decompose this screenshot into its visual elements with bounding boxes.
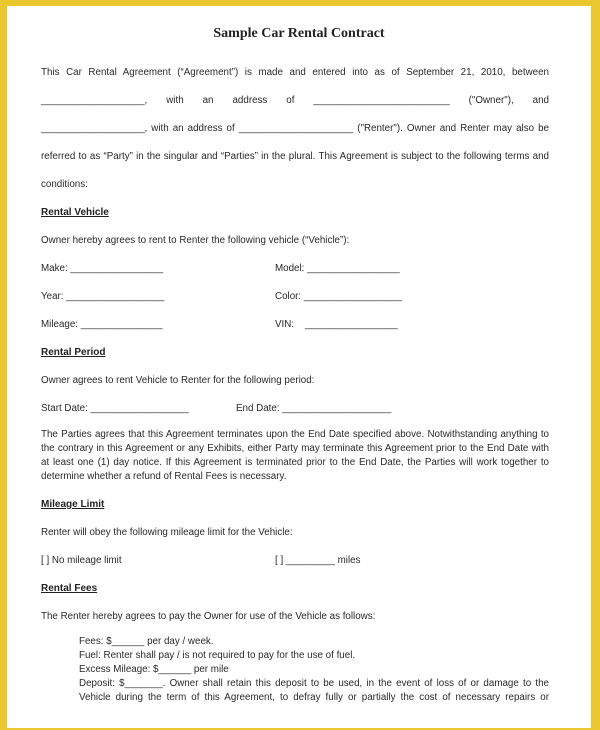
end-date-field: End Date: ____________________ bbox=[236, 403, 392, 414]
rental-fees-text: The Renter hereby agrees to pay the Owner for use of the Vehicle as follows: bbox=[41, 611, 376, 622]
mileage-field: Mileage: _______________ bbox=[41, 319, 163, 330]
no-mileage-limit-option: [ ] No mileage limit bbox=[41, 555, 122, 566]
termination-line: determine whether a refund of Rental Fees is necessary. bbox=[41, 471, 287, 482]
intro-line-5: conditions: bbox=[41, 179, 88, 190]
fuel-item: Fuel: Renter shall pay / is not required to pay for the use of fuel. bbox=[79, 650, 356, 661]
intro-line-1: This Car Rental Agreement (“Agreement”) is made and entered into as of September 21, 2010, between bbox=[41, 67, 549, 78]
start-date-field: Start Date: __________________ bbox=[41, 403, 189, 414]
make-field: Make: _________________ bbox=[41, 263, 164, 274]
intro-line-3: ___________________, with an address of _____________________ ("Renter"). Owner and Renter may also be bbox=[41, 123, 549, 134]
document-title: Sample Car Rental Contract bbox=[213, 26, 385, 41]
rental-period-text: Owner agrees to rent Vehicle to Renter for the following period: bbox=[41, 375, 315, 386]
rental-vehicle-text: Owner hereby agrees to rent to Renter the following vehicle (“Vehicle”): bbox=[41, 235, 350, 246]
intro-line-4: referred to as “Party” in the singular and “Parties” in the plural. This Agreement is subject to the following terms and bbox=[41, 151, 549, 162]
termination-line: at least one (1) day notice. If this Agreement is terminated prior to the End Date, the Parties will work together to bbox=[41, 457, 549, 468]
miles-limit-option: [ ] _________ miles bbox=[275, 555, 361, 566]
excess-mileage-item: Excess Mileage: $______ per mile bbox=[79, 664, 229, 675]
deposit-line: Vehicle during the term of this Agreement, to defray fully or partially the cost of necessary repairs or bbox=[79, 692, 549, 703]
color-field: Color: __________________ bbox=[275, 291, 402, 302]
model-field: Model: _________________ bbox=[275, 263, 400, 274]
fees-item: Fees: $______ per day / week. bbox=[79, 636, 214, 647]
termination-line: The Parties agrees that this Agreement terminates upon the End Date specified above. Notwithstanding anything to bbox=[41, 429, 549, 440]
section-heading-rental-fees: Rental Fees bbox=[41, 583, 98, 594]
termination-paragraph bbox=[41, 428, 549, 484]
fees-list bbox=[79, 635, 355, 677]
deposit-paragraph bbox=[79, 677, 549, 705]
year-field: Year: __________________ bbox=[41, 291, 165, 302]
section-heading-rental-period: Rental Period bbox=[41, 347, 106, 358]
vin-field: VIN: _________________ bbox=[275, 319, 398, 330]
section-heading-mileage-limit: Mileage Limit bbox=[41, 499, 105, 510]
section-heading-rental-vehicle: Rental Vehicle bbox=[41, 207, 109, 218]
deposit-line: Deposit: $_______. Owner shall retain this deposit to be used, in the event of loss of or damage to the bbox=[79, 678, 549, 689]
document-page bbox=[7, 6, 591, 728]
intro-line-2: ___________________, with an address of _________________________ ("Owner"), and bbox=[41, 95, 549, 106]
termination-line: the contrary in this Agreement or any Exhibits, either Party may terminate this Agreement prior to the End Date with bbox=[41, 443, 549, 454]
mileage-limit-text: Renter will obey the following mileage limit for the Vehicle: bbox=[41, 527, 293, 538]
